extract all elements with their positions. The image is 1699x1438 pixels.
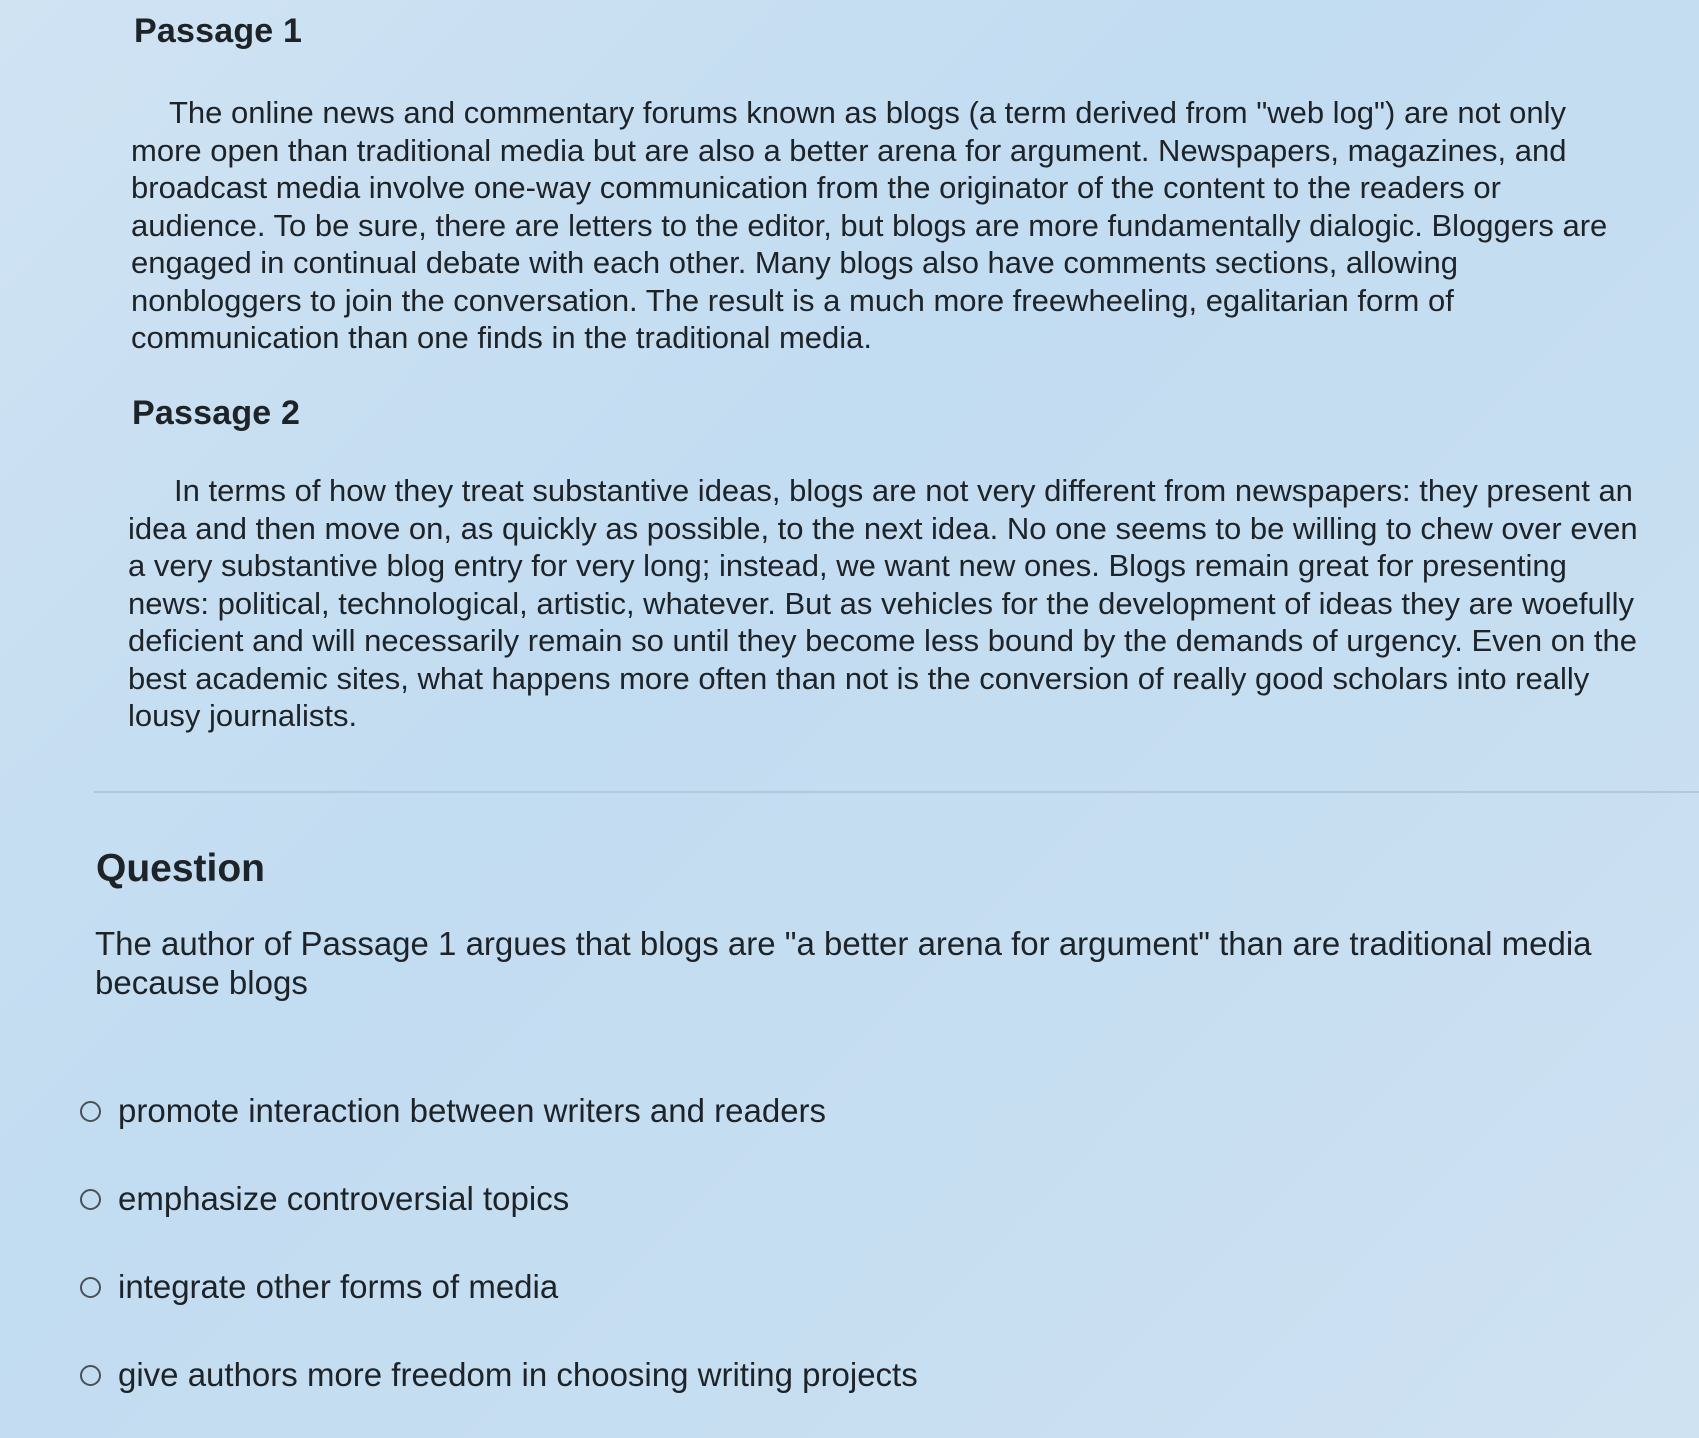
answer-option-b[interactable] — [80, 1155, 918, 1243]
answer-option-label: promote interaction between writers and readers — [118, 1092, 827, 1129]
answer-option-label: integrate other forms of media — [118, 1268, 559, 1305]
answer-option-a[interactable] — [80, 1067, 918, 1155]
question-text: The author of Passage 1 argues that blogs are "a better arena for argument" than are traditional media because blogs — [95, 925, 1592, 1001]
passage-2-title: Passage 2 — [132, 394, 301, 432]
answer-option-d[interactable] — [80, 1331, 918, 1419]
answer-option-label: emphasize controversial topics — [118, 1180, 570, 1217]
passage-1-text: The online news and commentary forums known as blogs (a term derived from "web log") are not only more open than traditional media but are also a better arena for argument. Newspapers, magazines, and broadcast media involve one-way communication from the originator of the content to the readers or audience. To be sure, there are letters to the editor, but blogs are more fundamentally dialogic. Bloggers are engaged in continual debate with each other. Many blogs also have comments sections, allowing nonbloggers to join the conversation. The result is a much more freewheeling, egalitarian form of communication than one finds in the traditional media. — [131, 95, 1608, 355]
radio-button-icon[interactable] — [80, 1101, 101, 1122]
radio-button-icon[interactable] — [80, 1189, 101, 1210]
section-divider — [94, 791, 1699, 793]
radio-button-icon[interactable] — [80, 1365, 101, 1386]
answer-option-c[interactable] — [80, 1243, 918, 1331]
passage-1-title: Passage 1 — [134, 12, 303, 50]
passage-2-text: In terms of how they treat substantive ideas, blogs are not very different from newspapers: they present an idea and then move on, as quickly as possible, to the next idea. No one seems to be willing to chew over even a very substantive blog entry for very long; instead, we want new ones. Blogs remain great for presenting news: political, technological, artistic, whatever. But as vehicles for the development of ideas they are woefully deficient and will necessarily remain so until they become less bound by the demands of urgency. Even on the best academic sites, what happens more often than not is the conversion of really good scholars into really lousy journalists. — [128, 473, 1638, 733]
radio-button-icon[interactable] — [80, 1277, 101, 1298]
question-heading: Question — [96, 847, 266, 890]
answer-options — [80, 1067, 918, 1419]
answer-option-label: give authors more freedom in choosing writing projects — [118, 1356, 918, 1393]
